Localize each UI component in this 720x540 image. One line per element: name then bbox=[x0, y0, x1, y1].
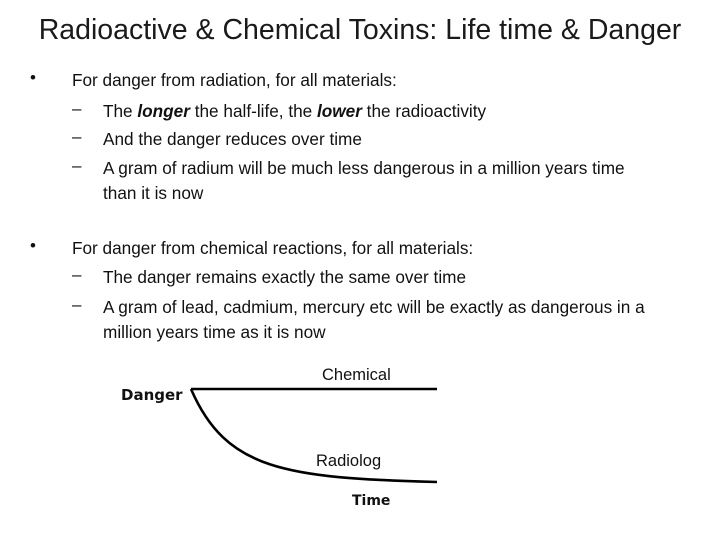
x-axis-label: Time bbox=[352, 493, 391, 509]
text-run: the radioactivity bbox=[361, 101, 487, 121]
dash-marker: – bbox=[72, 265, 82, 284]
y-axis-label: Danger bbox=[121, 386, 183, 404]
bullet-marker: • bbox=[30, 68, 36, 87]
emphasis-longer: longer bbox=[137, 101, 190, 121]
text-run: The bbox=[103, 101, 138, 121]
dash-marker: – bbox=[72, 99, 82, 118]
dash-marker: – bbox=[72, 295, 82, 314]
radiological-label: Radiolog bbox=[316, 452, 382, 470]
sub-radium-line2: than it is now bbox=[103, 183, 204, 203]
text-run: the half-life, the bbox=[189, 101, 318, 121]
emphasis-lower: lower bbox=[317, 101, 362, 121]
sub-danger-same: The danger remains exactly the same over time bbox=[103, 267, 467, 287]
sub-danger-reduces: And the danger reduces over time bbox=[103, 129, 362, 149]
sub-lead-line2: million years time as it is now bbox=[103, 322, 326, 342]
chemical-label: Chemical bbox=[322, 366, 391, 384]
slide-title: Radioactive & Chemical Toxins: Life time & Danger bbox=[38, 14, 682, 46]
dash-marker: – bbox=[72, 127, 82, 146]
dash-marker: – bbox=[72, 156, 82, 175]
sub-lead-line1: A gram of lead, cadmium, mercury etc will be exactly as dangerous in a bbox=[103, 297, 645, 317]
sub-radium-line1: A gram of radium will be much less dangerous in a million years time bbox=[103, 158, 625, 178]
bullet-chemical: For danger from chemical reactions, for all materials: bbox=[72, 238, 474, 258]
bullet-marker: • bbox=[30, 236, 36, 255]
bullet-radiation: For danger from radiation, for all materials: bbox=[72, 70, 397, 90]
radiological-curve bbox=[191, 389, 437, 482]
